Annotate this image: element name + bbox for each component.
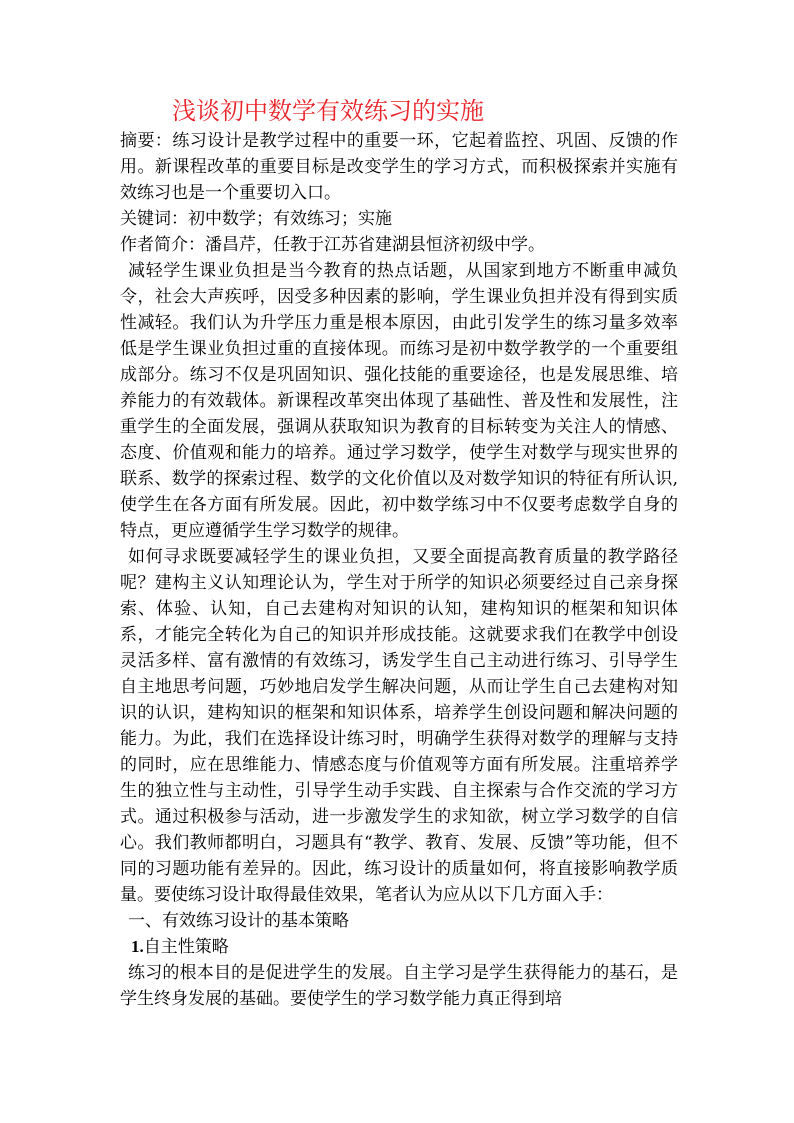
section-heading: 一、有效练习设计的基本策略 <box>128 911 349 931</box>
subsection-heading <box>120 934 678 960</box>
subsection-title: 自主性策略 <box>143 937 229 957</box>
document-body <box>120 94 678 1012</box>
body-paragraph-3: 练习的根本目的是促进学生的发展。自主学习是学生获得能力的基石，是学生终身发展的基础。要使学生的学习数学能力真正得到培 <box>120 963 678 1009</box>
keywords: 关键词：初中数学；有效练习；实施 <box>120 209 392 229</box>
subsection-number: 1. <box>131 937 144 956</box>
body-paragraph-1: 减轻学生课业负担是当今教育的热点话题，从国家到地方不断重申减负令，社会大声疾呼，因受多种因素的影响，学生课业负担并没有得到实质性减轻。我们认为升学压力重是根本原因，由此引发学生的练习量多效率低是学生课业负担过重的直接体现。而练习是初中数学教学的一个重要组成部分。练习不仅是巩固知识、强化技能的重要途径，也是发展思维、培养能力的有效载体。新课程改革突出体现了基础性、普及性和发展性，注重学生的全面发展，强调从获取知识为教育的目标转变为关注人的情感、态度、价值观和能力的培养。通过学习数学，使学生对数学与现实世界的联系、数学的探索过程、数学的文化价值以及对数学知识的特征有所认识,使学生在各方面有所发展。因此，初中数学练习中不仅要考虑数学自身的特点，更应遵循学生学习数学的规律。 <box>120 261 678 541</box>
document-title: 浅谈初中数学有效练习的实施 <box>172 97 484 125</box>
author-intro: 作者简介：潘昌芹，任教于江苏省建湖县恒济初级中学。 <box>120 235 545 255</box>
abstract: 摘要：练习设计是教学过程中的重要一环，它起着监控、巩固、反馈的作用。新课程改革的重要目标是改变学生的学习方式，而积极探索并实施有效练习也是一个重要切入口。 <box>120 131 678 203</box>
body-paragraph-2: 如何寻求既要减轻学生的课业负担，又要全面提高教育质量的教学路径呢？建构主义认知理论认为，学生对于所学的知识必须要经过自己亲身探索、体验、认知，自己去建构对知识的认知，建构知识的框架和知识体系，才能完全转化为自己的知识并形成技能。这就要求我们在教学中创设灵活多样、富有激情的有效练习，诱发学生自己主动进行练习、引导学生自主地思考问题，巧妙地启发学生解决问题，从而让学生自己去建构对知识的认识，建构知识的框架和知识体系，培养学生创设问题和解决问题的能力。为此，我们在选择设计练习时，明确学生获得对数学的理解与支持的同时，应在思维能力、情感态度与价值观等方面有所发展。注重培养学生的独立性与主动性，引导学生动手实践、自主探索与合作交流的学习方式。通过积极参与活动，进一步激发学生的求知欲，树立学习数学的自信心。我们教师都明白，习题具有“教学、教育、发展、反馈”等功能，但不同的习题功能有差异的。因此，练习设计的质量如何，将直接影响教学质量。要使练习设计取得最佳效果，笔者认为应从以下几方面入手： <box>120 547 678 905</box>
